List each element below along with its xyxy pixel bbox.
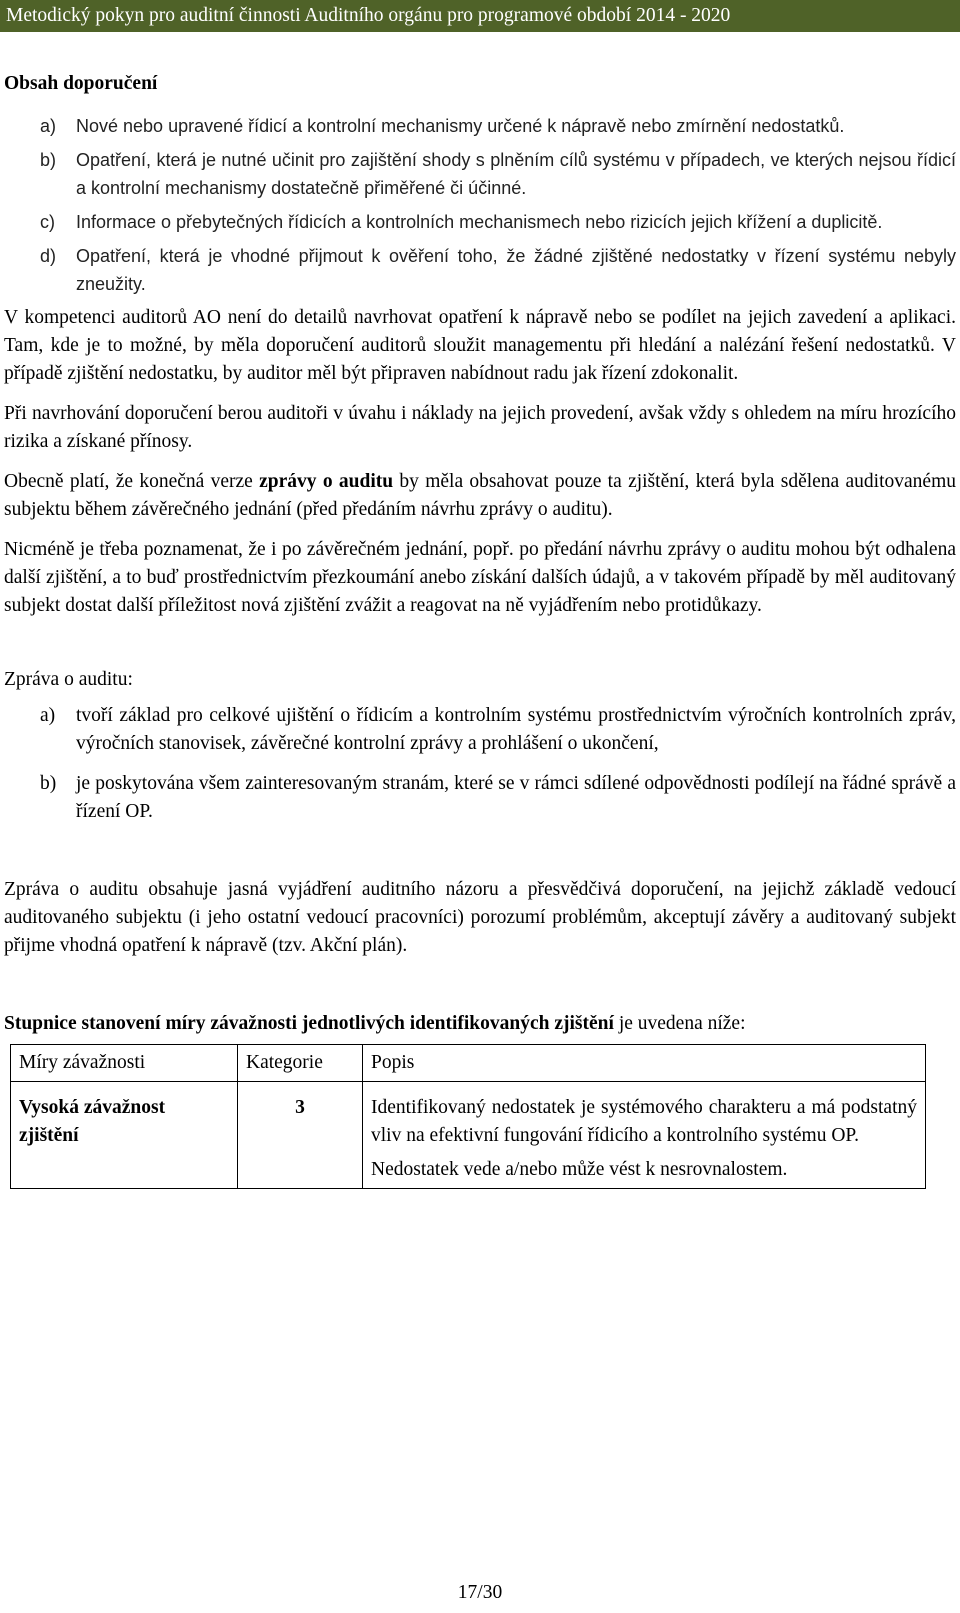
list-item <box>4 146 956 202</box>
paragraph-text: by měla obsahovat pouze ta zjištění, která byla sdělena auditovanému subjektu během závěrečného jednání (před předáním návrhu zprávy o auditu). <box>4 471 956 520</box>
list-item-text: Nové nebo upravené řídicí a kontrolní mechanismy určené k nápravě nebo zmírnění nedostatků. <box>76 116 845 136</box>
table-cell-description <box>363 1082 926 1189</box>
table-header-cell: Popis <box>363 1045 926 1082</box>
recommendations-list <box>4 112 956 298</box>
category-value: 3 <box>295 1097 305 1118</box>
page-body <box>4 70 956 1189</box>
table-cell-severity <box>11 1082 238 1189</box>
description-text: Nedostatek vede a/nebo může vést k nesrovnalostem. <box>371 1159 788 1180</box>
description-text: Identifikovaný nedostatek je systémového charakteru a má podstatný vliv na efektivní fungování řídicího a kontrolního systému OP. <box>371 1097 917 1146</box>
table-header-cell: Kategorie <box>238 1045 363 1082</box>
table-cell-category <box>238 1082 363 1189</box>
list-item-label: d) <box>40 246 57 266</box>
list-item-label: b) <box>40 773 57 794</box>
paragraph-text: Obecně platí, že konečná verze <box>4 471 260 492</box>
paragraph: Při navrhování doporučení berou auditoři v úvahu i náklady na jejich provedení, avšak vždy s ohledem na míru hrozícího rizika a získané přínosy. <box>4 403 956 452</box>
list-item-label: a) <box>40 705 56 726</box>
list-item-text: je poskytována všem zainteresovaným stranám, které se v rámci sdílené odpovědnosti podílejí na řádné správě a řízení OP. <box>76 773 956 822</box>
paragraph: V kompetenci auditorů AO není do detailů navrhovat opatření k nápravě nebo se podílet na jejich zavedení a aplikaci. Tam, kde je to možné, by měla doporučení auditorů sloužit managementu při hledání a nalézání řešení nedostatků. V případě zjištění nedostatku, by auditor měl být připraven nabídnout radu jak řízení zdokonalit. <box>4 307 956 384</box>
list-item-label: a) <box>40 116 57 136</box>
heading-bold-text: Stupnice stanovení míry závažnosti jednotlivých identifikovaných zjištění <box>4 1013 614 1034</box>
list-item-text: Opatření, která je vhodné přijmout k ověření toho, že žádné zjištěné nedostatky v řízení systému nebyly zneužity. <box>76 246 956 294</box>
section-heading-audit-report: Zpráva o auditu: <box>4 669 133 690</box>
list-item-label: b) <box>40 150 57 170</box>
paragraph-bold-text: zprávy o auditu <box>259 471 394 492</box>
table-row <box>11 1082 926 1189</box>
severity-table <box>10 1044 926 1189</box>
paragraph: Zpráva o auditu obsahuje jasná vyjádření auditního názoru a přesvědčivá doporučení, na jejichž základě vedoucí auditovaného subjektu (i jeho ostatní vedoucí pracovníci) porozumí problémům, akceptují závěry a auditovaný subjekt přijme vhodná opatření k nápravě (tzv. Akční plán). <box>4 879 956 956</box>
list-item <box>4 242 956 298</box>
audit-report-list <box>4 702 956 826</box>
section-heading-recommendations: Obsah doporučení <box>4 73 158 94</box>
list-item-text: Opatření, která je nutné učinit pro zajištění shody s plněním cílů systému v případech, ve kterých nejsou řídicí a kontrolní mechanismy dostatečně přiměřené či účinné. <box>76 150 956 198</box>
section-heading-severity-scale <box>4 1010 956 1038</box>
list-item-text: tvoří základ pro celkové ujištění o řídicím a kontrolním systému prostřednictvím výročních kontrolních zpráv, výročních stanovisek, závěrečné kontrolní zprávy a prohlášení o ukončení, <box>76 705 956 754</box>
table-header-row <box>11 1045 926 1082</box>
list-item <box>4 702 956 758</box>
list-item <box>4 112 956 140</box>
paragraph <box>4 468 956 524</box>
page-number: 17/30 <box>457 1582 503 1603</box>
header-title: Metodický pokyn pro auditní činnosti Auditního orgánu pro programové období 2014 - 2020 <box>6 5 731 26</box>
list-item <box>4 208 956 236</box>
heading-text: je uvedena níže: <box>613 1013 746 1034</box>
severity-label: Vysoká závažnost zjištění <box>19 1097 166 1146</box>
list-item <box>4 770 956 826</box>
list-item-text: Informace o přebytečných řídicích a kontrolních mechanismech nebo rizicích jejich křížení a duplicitě. <box>76 212 883 232</box>
paragraph: Nicméně je třeba poznamenat, že i po závěrečném jednání, popř. po předání návrhu zprávy o auditu mohou být odhalena další zjištění, a to buď prostřednictvím přezkoumání anebo získání dalších údajů, a v takovém případě by měl auditovaný subjekt dostat další příležitost nová zjištění zvážit a reagovat na ně vyjádřením nebo protidůkazy. <box>4 539 956 616</box>
list-item-label: c) <box>40 212 55 232</box>
document-header <box>0 0 960 32</box>
table-header-cell: Míry závažnosti <box>11 1045 238 1082</box>
